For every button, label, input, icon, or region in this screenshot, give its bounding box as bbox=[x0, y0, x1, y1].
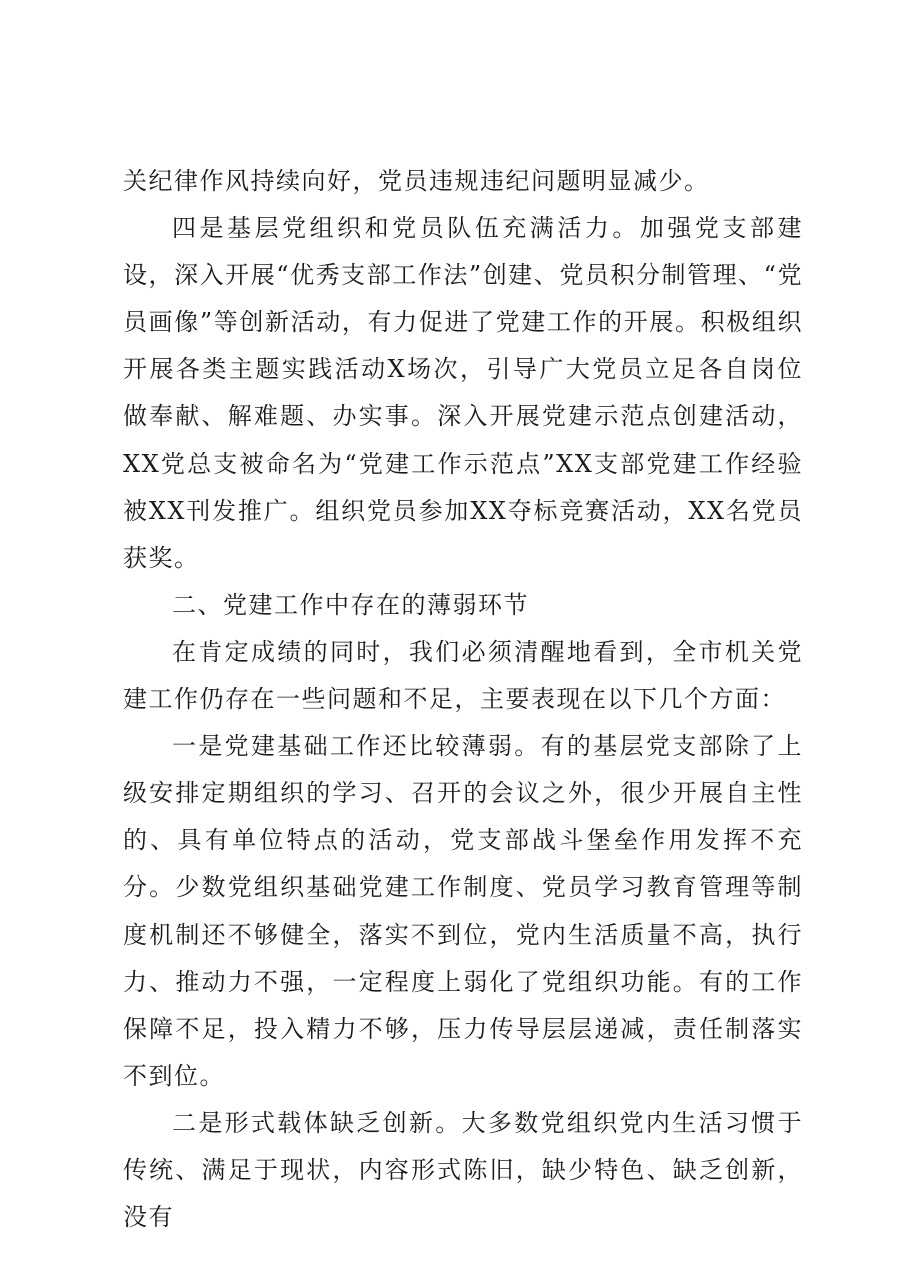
section-heading-weak-links: 二、党建工作中存在的薄弱环节 bbox=[172, 590, 529, 619]
paragraph-problems-intro: 在肯定成绩的同时，我们必须清醒地看到，全市机关党建工作仍存在一些问题和不足，主要表现在以下几个方面： bbox=[123, 637, 803, 714]
paragraph-basic-work-weak: 一是党建基础工作还比较薄弱。有的基层党支部除了上级安排定期组织的学习、召开的会议之外，很少开展自主性的、具有单位特点的活动，党支部战斗堡垒作用发挥不充分。少数党组织基础党建工作制度、党员学习教育管理等制度机制还不够健全，落实不到位，党内生活质量不高，执行力、推动力不强，一定程度上弱化了党组织功能。有的工作保障不足，投入精力不够，压力传导层层递减，责任制落实不到位。 bbox=[123, 732, 803, 1090]
paragraph-lack-innovation: 二是形式载体缺乏创新。大多数党组织党内生活习惯于传统、满足于现状，内容形式陈旧，缺少特色、缺乏创新，没有 bbox=[123, 1108, 803, 1232]
document-body bbox=[123, 158, 803, 1241]
paragraph-continuation: 关纪律作风持续向好，党员违规违纪问题明显减少。 bbox=[123, 167, 710, 195]
paragraph-party-organization-vitality: 四是基层党组织和党员队伍充满活力。加强党支部建设，深入开展“优秀支部工作法”创建、党员积分制管理、“党员画像”等创新活动，有力促进了党建工作的开展。积极组织开展各类主题实践活动X场次，引导广大党员立足各自岗位做奉献、解难题、办实事。深入开展党建示范点创建活动，XX党总支被命名为“党建工作示范点”XX支部党建工作经验被XX刊发推广。组织党员参加XX夺标竞赛活动，XX名党员获奖。 bbox=[123, 214, 803, 572]
